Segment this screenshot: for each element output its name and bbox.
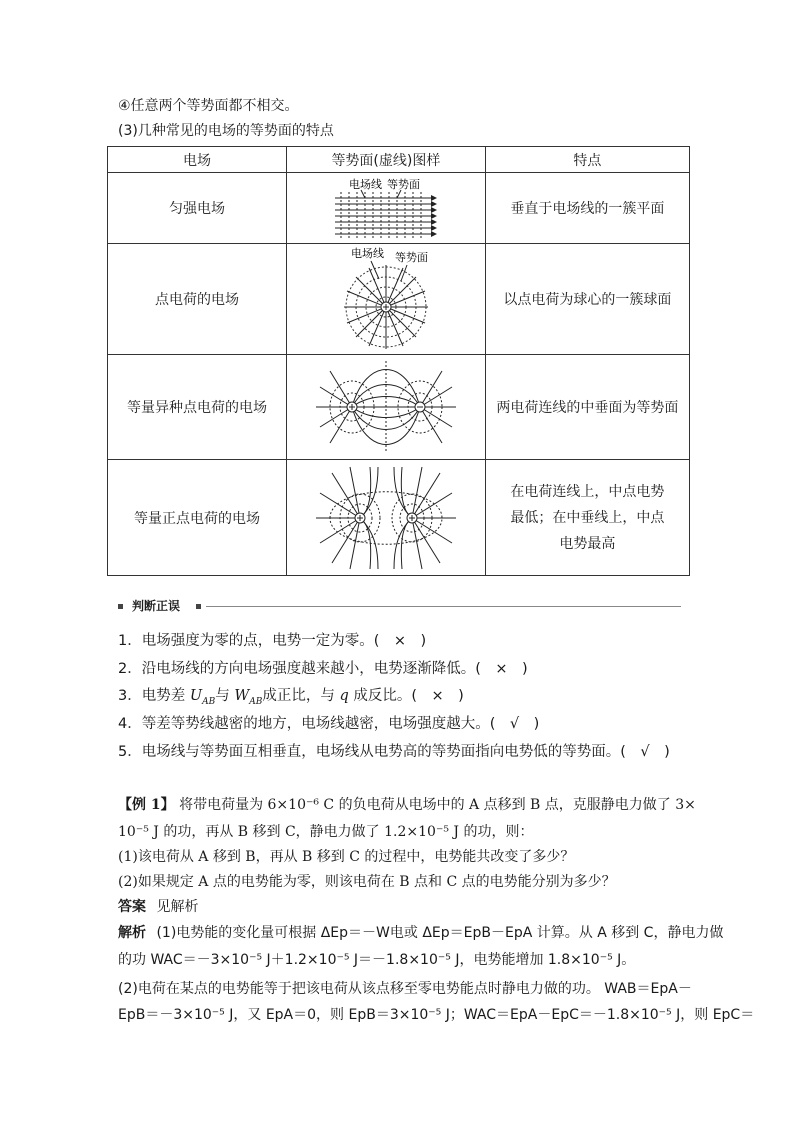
field-name: 等量正点电荷的电场 [108, 460, 287, 576]
example-text: 将带电荷量为 6×10⁻⁶ C 的负电荷从电场中的 A 点移到 B 点，克服静电力做了 3× [179, 797, 696, 813]
section-judgment [118, 598, 681, 614]
figure-label-equipotential: 等势面 [386, 178, 420, 191]
table-heading: (3)几种常见的电场的等势面的特点 [118, 123, 334, 139]
example-line-1 [118, 795, 696, 815]
table-row [108, 355, 690, 460]
analysis-line-4: EpB＝－3×10⁻⁵ J，又 EpA＝0，则 EpB＝3×10⁻⁵ J；WAC＝EpA－EpC＝－1.8×10⁻⁵ J，则 EpC＝ [118, 1007, 755, 1023]
like-charges-figure [287, 460, 486, 576]
example-line-2: 10⁻⁵ J 的功，再从 B 移到 C，静电力做了 1.2×10⁻⁵ J 的功，则： [118, 824, 534, 840]
judgment-4: 4．等差等势线越密的地方，电场线越密，电场强度越大。( √ ) [118, 716, 540, 732]
analysis-text: (1)电势能的变化量可根据 ΔEp＝－W电或 ΔEp＝EpB－EpA 计算。从 A 移到 C，静电力做 [156, 925, 724, 941]
analysis-line-2: 的功 WAC＝－3×10⁻⁵ J＋1.2×10⁻⁵ J＝－1.8×10⁻⁵ J，电势能增加 1.8×10⁻⁵ J。 [118, 952, 636, 968]
table-row [108, 244, 690, 355]
answer-line [118, 897, 198, 917]
feature-text: 两电荷连线的中垂面为等势面 [485, 355, 689, 460]
question-1: (1)该电荷从 A 移到 B，再从 B 移到 C 的过程中，电势能共改变了多少？ [118, 849, 575, 865]
feature-text: 在电荷连线上，中点电势最低；在中垂线上，中点电势最高 [485, 460, 689, 576]
answer-text: 见解析 [156, 899, 199, 915]
header-field: 电场 [108, 147, 287, 173]
field-name: 等量异种点电荷的电场 [108, 355, 287, 460]
judgment-5: 5．电场线与等势面互相垂直，电场线从电势高的等势面指向电势低的等势面。( √ ) [118, 744, 670, 760]
analysis-line-3: (2)电荷在某点的电势能等于把该电荷从该点移至零电势能点时静电力做的功。 WAB＝EpA－ [118, 981, 692, 997]
question-2: (2)如果规定 A 点的电势能为零，则该电荷在 B 点和 C 点的电势能分别为多少？ [118, 874, 616, 890]
figure-label-equipotential: 等势面 [394, 251, 428, 264]
analysis-line-1 [118, 923, 723, 943]
section-title: 判断正误 [132, 599, 181, 613]
table-header-row [108, 147, 690, 173]
equipotential-table [107, 146, 690, 576]
figure-label-field-line: 电场线 [350, 247, 384, 260]
item-4: ④任意两个等势面都不相交。 [118, 98, 299, 114]
header-pattern: 等势面(虚线)图样 [287, 147, 486, 173]
field-name: 匀强电场 [108, 173, 287, 244]
answer-label: 答案 [118, 899, 146, 915]
feature-text: 以点电荷为球心的一簇球面 [485, 244, 689, 355]
header-feature: 特点 [485, 147, 689, 173]
point-charge-figure [287, 244, 486, 355]
section-marker [118, 604, 123, 609]
analysis-label: 解析 [118, 925, 146, 941]
section-marker [196, 604, 201, 609]
judgment-2: 2．沿电场线的方向电场强度越来越小，电势逐渐降低。( × ) [118, 661, 528, 677]
field-name: 点电荷的电场 [108, 244, 287, 355]
figure-label-field-line: 电场线 [348, 178, 382, 191]
table-row [108, 173, 690, 244]
judgment-1: 1．电场强度为零的点，电势一定为零。( × ) [118, 633, 427, 649]
feature-text: 垂直于电场线的一簇平面 [485, 173, 689, 244]
dipole-figure [287, 355, 486, 460]
example-tag: 【例 1】 [118, 797, 175, 813]
judgment-3: 3．电势差 $U_{AB}$与 $W_{AB}$成正比，与 q 成反比。( × ) [118, 688, 464, 707]
uniform-field-figure [287, 173, 486, 244]
section-divider [206, 606, 681, 607]
table-row [108, 460, 690, 576]
